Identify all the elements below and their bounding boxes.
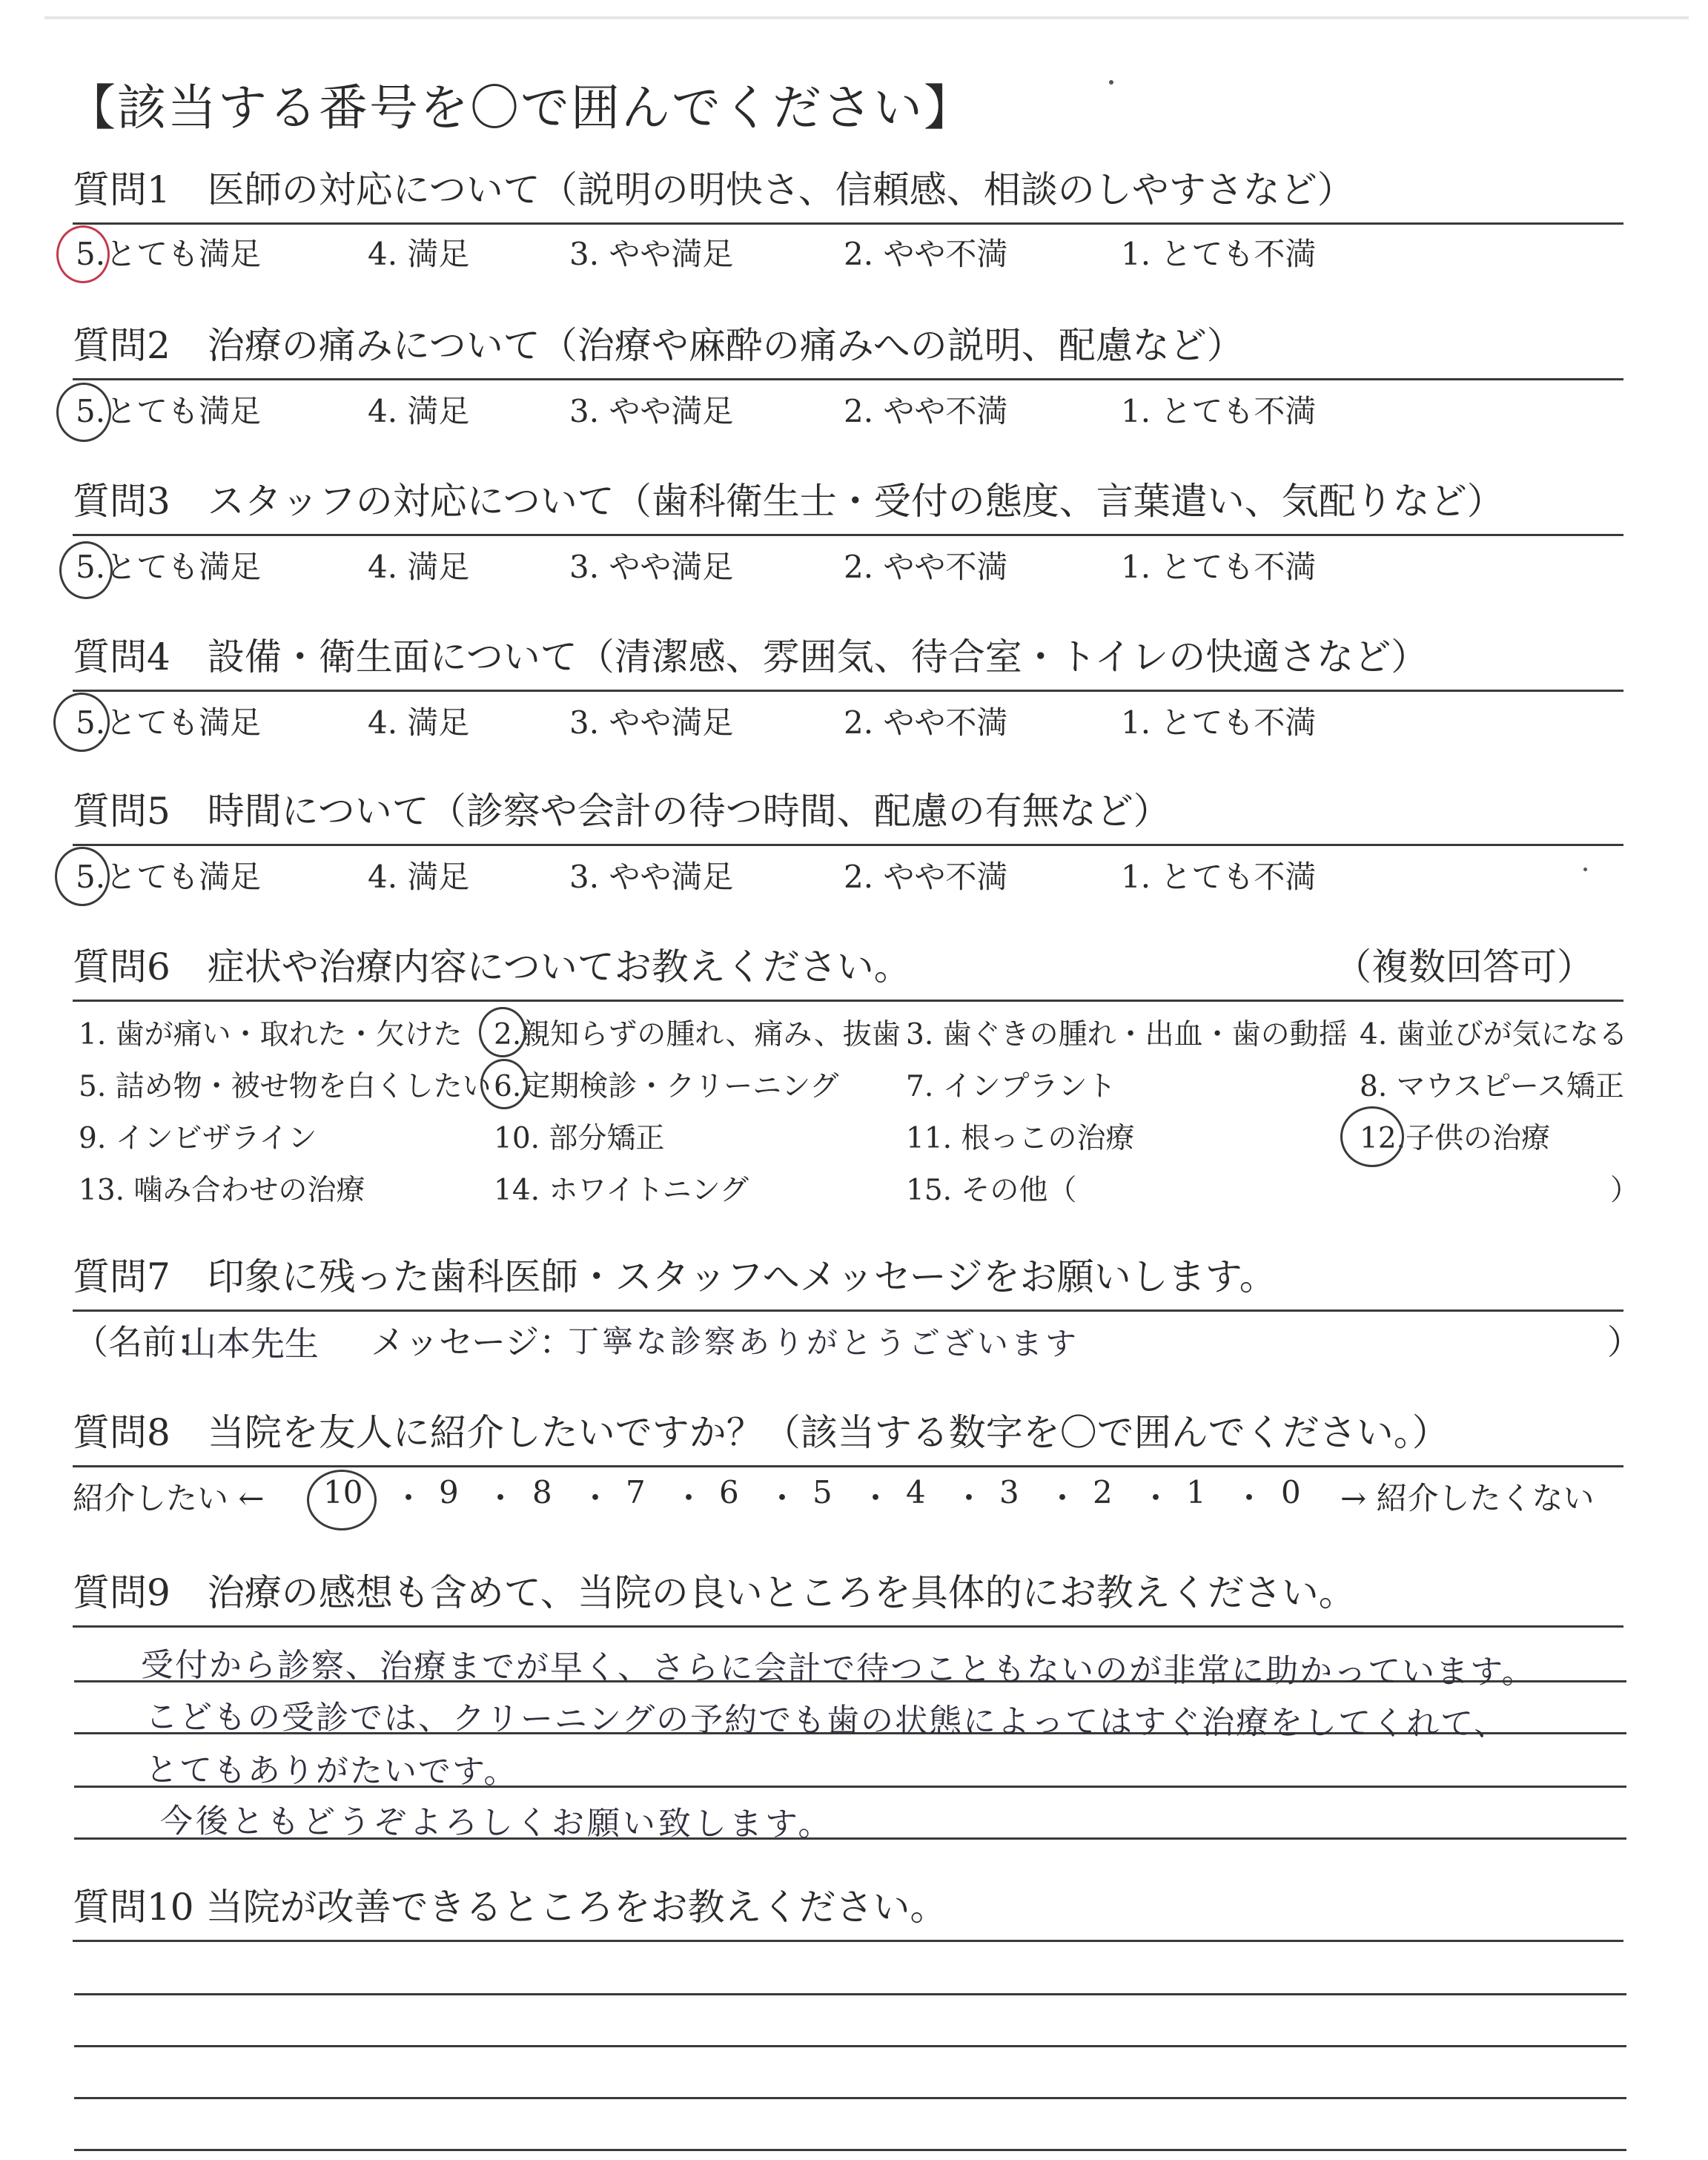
question-10-label: 質問10 当院が改善できるところをお教えください。 [73, 1886, 947, 1929]
q8-left-label: 紹介したい ← [73, 1480, 265, 1516]
q6-selection-circle-6 [480, 1059, 528, 1109]
q6-option-3[interactable]: 3. 歯ぐきの腫れ・出血・歯の動揺 [906, 1018, 1348, 1051]
q6-option-15[interactable]: 15. その他（ [906, 1174, 1077, 1207]
question-6-header [73, 940, 1623, 1002]
q9-answer-line-3[interactable]: とてもありがたいです。 [145, 1751, 518, 1791]
q8-scale-8[interactable]: 8 [532, 1474, 552, 1510]
q9-answer-line-4[interactable]: 今後ともどうぞよろしくお願い致します。 [159, 1802, 834, 1844]
q6-option-6[interactable]: 6.定期検診・クリーニング [494, 1070, 839, 1103]
q3-option-3[interactable]: 3. やや満足 [569, 549, 734, 585]
question-1-header [73, 163, 1623, 225]
q9-answer-line-2[interactable]: こどもの受診では、クリーニングの予約でも歯の状態によってはすぐ治療をしてくれて、 [145, 1698, 1509, 1743]
q5-option-5[interactable]: 5.とても満足 [76, 859, 262, 895]
q8-selection-circle [307, 1470, 377, 1530]
q6-option-1[interactable]: 1. 歯が痛い・取れた・欠けた [79, 1018, 463, 1051]
question-2-header [73, 319, 1623, 380]
question-4-label: 質問4 設備・衛生面について（清潔感、雰囲気、待合室・トイレの快適さなど） [73, 635, 1429, 678]
q8-scale-dot: ・ [953, 1480, 985, 1516]
q10-writing-line [74, 2045, 1626, 2047]
q1-option-1[interactable]: 1. とても不満 [1121, 236, 1317, 272]
q8-scale-dot: ・ [767, 1480, 798, 1516]
q5-selection-circle [55, 847, 110, 906]
q8-scale-dot: ・ [485, 1480, 517, 1516]
q2-option-4[interactable]: 4. 満足 [368, 393, 470, 429]
q2-option-1[interactable]: 1. とても不満 [1121, 393, 1317, 429]
q7-name-value[interactable]: 山本先生 [182, 1323, 320, 1364]
q4-option-5[interactable]: 5.とても満足 [76, 704, 262, 741]
q4-option-3[interactable]: 3. やや満足 [569, 704, 734, 741]
q4-option-1[interactable]: 1. とても不満 [1121, 704, 1317, 741]
q2-option-5[interactable]: 5.とても満足 [76, 393, 262, 429]
q8-scale-dot: ・ [580, 1480, 612, 1516]
q1-option-3[interactable]: 3. やや満足 [569, 236, 734, 272]
q5-option-1[interactable]: 1. とても不満 [1121, 859, 1317, 895]
q7-message-label: メッセージ： [371, 1322, 574, 1362]
question-3-label: 質問3 スタッフの対応について（歯科衛生士・受付の態度、言葉遣い、気配りなど） [73, 480, 1504, 523]
scan-speck [1583, 868, 1587, 871]
q6-selection-circle-2 [479, 1007, 526, 1057]
q8-scale-2[interactable]: 2 [1093, 1474, 1113, 1510]
q9-answer-line-1[interactable]: 受付から診察、治療までが早く、さらに会計で待つこともないのが非常に助かっています。 [140, 1646, 1536, 1691]
scan-top-border [44, 16, 1689, 19]
q6-option-2[interactable]: 2.親知らずの腫れ、痛み、抜歯 [494, 1018, 901, 1051]
q4-selection-circle [53, 693, 110, 752]
q3-option-5[interactable]: 5.とても満足 [76, 549, 262, 585]
q8-scale-10[interactable]: 10 [323, 1474, 363, 1510]
q10-writing-line [74, 2149, 1626, 2151]
q8-scale-dot: ・ [673, 1480, 705, 1516]
question-1-label: 質問1 医師の対応について（説明の明快さ、信頼感、相談のしやすさなど） [73, 168, 1354, 211]
q5-option-3[interactable]: 3. やや満足 [569, 859, 734, 895]
q5-option-4[interactable]: 4. 満足 [368, 859, 470, 895]
q6-option-14[interactable]: 14. ホワイトニング [494, 1174, 749, 1207]
q1-option-4[interactable]: 4. 満足 [368, 236, 470, 272]
q2-selection-circle [56, 383, 111, 442]
q8-scale-1[interactable]: 1 [1186, 1474, 1206, 1510]
question-8-header [73, 1406, 1623, 1467]
question-6-label: 質問6 症状や治療内容についてお教えください。 [73, 945, 911, 988]
q1-option-2[interactable]: 2. やや不満 [844, 236, 1008, 272]
q1-selection-circle [56, 225, 110, 283]
q6-option-12[interactable]: 12.子供の治療 [1360, 1122, 1551, 1155]
q10-writing-line [74, 1993, 1626, 1995]
q6-option-10[interactable]: 10. 部分矯正 [494, 1122, 665, 1155]
question-3-header [73, 475, 1623, 536]
q6-option-4[interactable]: 4. 歯並びが気になる [1360, 1018, 1628, 1051]
q3-option-2[interactable]: 2. やや不満 [844, 549, 1008, 585]
q8-scale-5[interactable]: 5 [812, 1474, 833, 1510]
q6-option-9[interactable]: 9. インビザライン [79, 1122, 317, 1155]
page-title: 【該当する番号を〇で囲んでください】 [67, 79, 974, 136]
question-7-label: 質問7 印象に残った歯科医師・スタッフへメッセージをお願いします。 [73, 1255, 1277, 1298]
q6-option-8[interactable]: 8. マウスピース矯正 [1360, 1070, 1624, 1103]
q2-option-2[interactable]: 2. やや不満 [844, 393, 1008, 429]
q3-selection-circle [59, 541, 113, 599]
q7-message-value[interactable]: 丁寧な診察ありがとうございます [567, 1323, 1080, 1362]
question-5-header [73, 785, 1623, 846]
q6-selection-circle-12 [1340, 1106, 1404, 1167]
q6-option-7[interactable]: 7. インプラント [906, 1070, 1116, 1103]
q8-scale-dot: ・ [393, 1480, 425, 1516]
q4-option-4[interactable]: 4. 満足 [368, 704, 470, 741]
question-4-header [73, 630, 1623, 692]
q3-option-4[interactable]: 4. 満足 [368, 549, 470, 585]
q8-scale-4[interactable]: 4 [906, 1474, 926, 1510]
scan-speck [1109, 80, 1113, 85]
question-9-label: 質問9 治療の感想も含めて、当院の良いところを具体的にお教えください。 [73, 1571, 1356, 1614]
q6-option-13[interactable]: 13. 噛み合わせの治療 [79, 1174, 365, 1207]
q8-scale-3[interactable]: 3 [999, 1474, 1019, 1510]
question-6-note: （複数回答可） [1334, 945, 1594, 988]
q8-scale-6[interactable]: 6 [719, 1474, 739, 1510]
q8-scale-dot: ・ [1234, 1480, 1265, 1516]
q3-option-1[interactable]: 1. とても不満 [1121, 549, 1317, 585]
q8-right-label: → 紹介したくない [1340, 1480, 1595, 1516]
q7-name-label: （名前： [74, 1322, 211, 1362]
q8-scale-dot: ・ [1140, 1480, 1172, 1516]
q8-scale-dot: ・ [860, 1480, 892, 1516]
q2-option-3[interactable]: 3. やや満足 [569, 393, 734, 429]
question-8-label: 質問8 当院を友人に紹介したいですか？（該当する数字を〇で囲んでください。） [73, 1411, 1449, 1454]
q10-writing-line [74, 2097, 1626, 2099]
question-2-label: 質問2 治療の痛みについて（治療や麻酔の痛みへの説明、配慮など） [73, 324, 1244, 367]
question-5-label: 質問5 時間について（診察や会計の待つ時間、配慮の有無など） [73, 790, 1171, 833]
question-10-header [73, 1880, 1623, 1942]
q7-close-paren: ） [1607, 1322, 1641, 1362]
q8-scale-dot: ・ [1047, 1480, 1079, 1516]
q4-option-2[interactable]: 2. やや不満 [844, 704, 1008, 741]
q6-other-close-paren: ） [1610, 1174, 1640, 1207]
q8-scale-0[interactable]: 0 [1281, 1474, 1301, 1510]
q1-option-5[interactable]: 5.とても満足 [76, 236, 262, 272]
q8-scale-7[interactable]: 7 [626, 1474, 646, 1510]
q5-option-2[interactable]: 2. やや不満 [844, 859, 1008, 895]
q6-option-11[interactable]: 11. 根っこの治療 [906, 1122, 1135, 1155]
q6-option-5[interactable]: 5. 詰め物・被せ物を白くしたい [79, 1070, 491, 1103]
question-7-header [73, 1250, 1623, 1312]
question-9-header [73, 1566, 1623, 1628]
q8-scale-9[interactable]: 9 [439, 1474, 459, 1510]
